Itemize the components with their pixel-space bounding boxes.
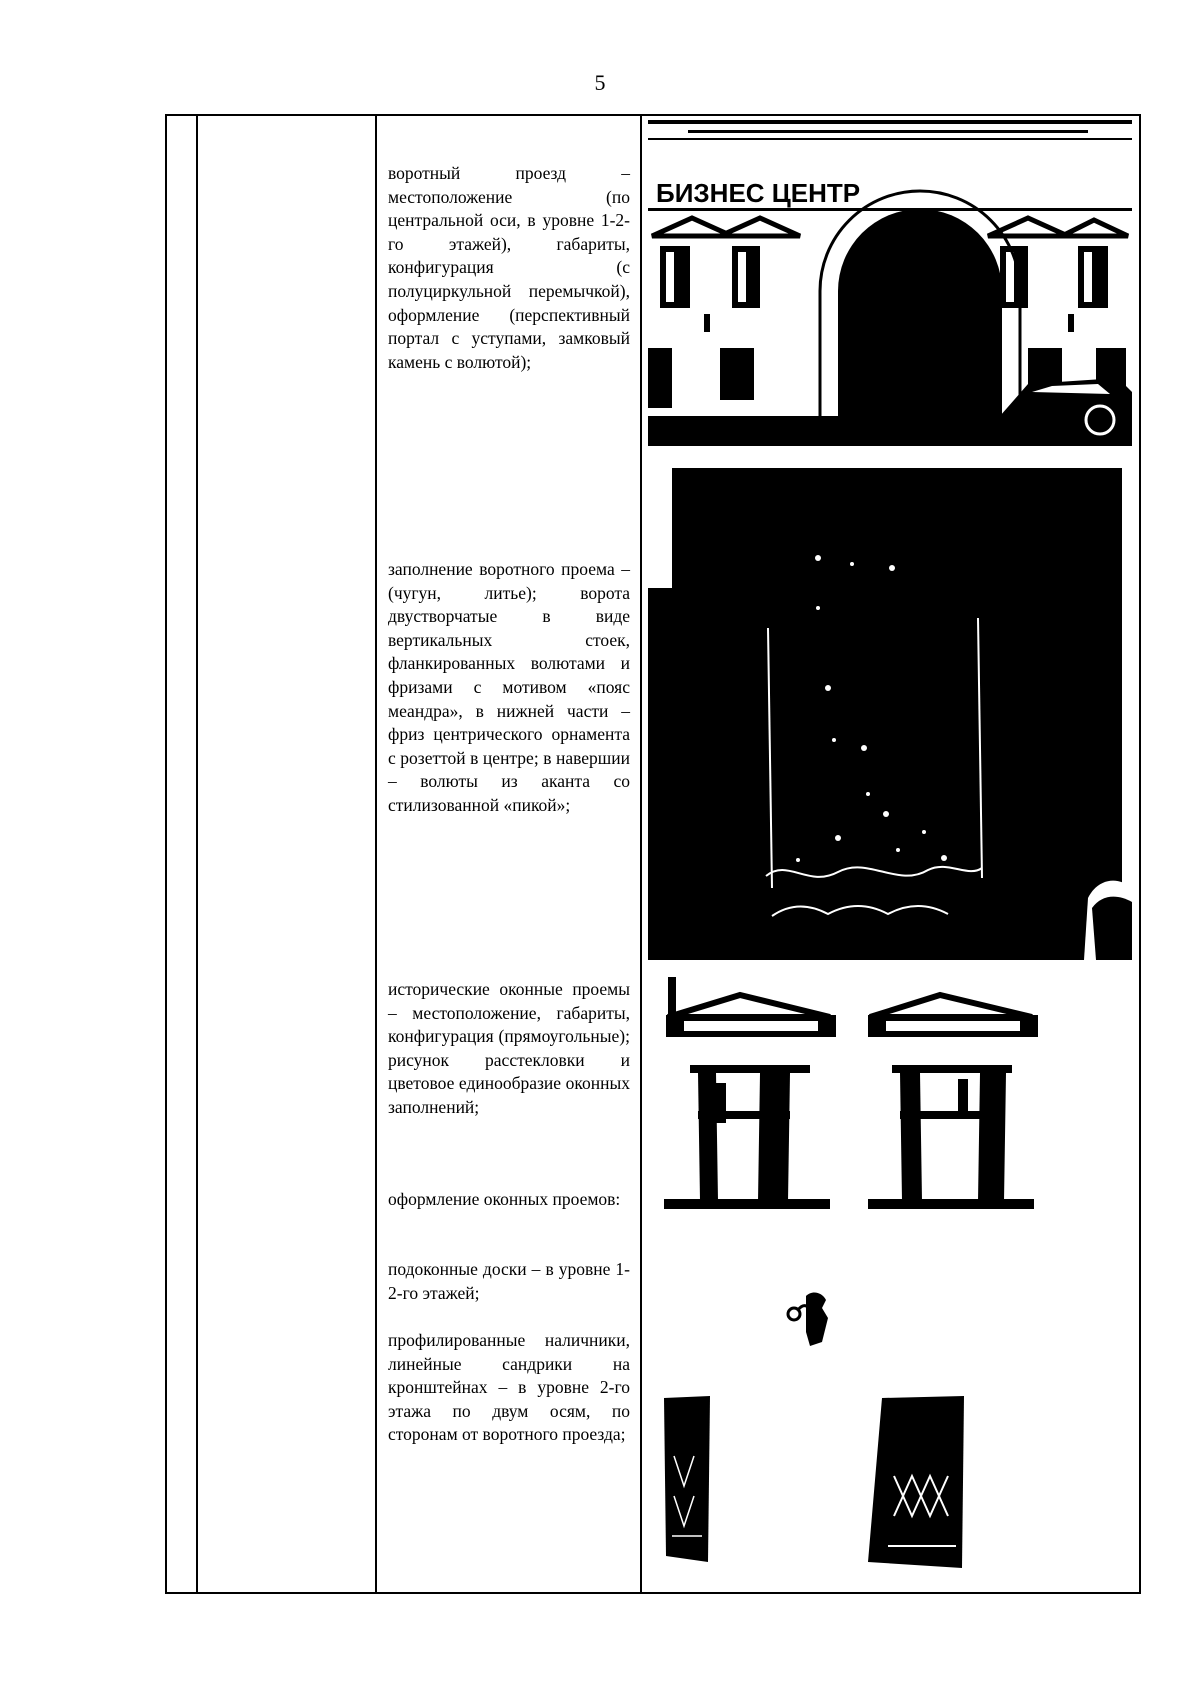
window-surrounds-description: профилированные наличники, линейные сандрики на кронштейнах – в уровне 2-го этажа по двум осям, по сторонам от воротного проезда; [388, 1330, 630, 1445]
column-divider [640, 114, 642, 1594]
window-surrounds-photo [660, 975, 1060, 1235]
window-openings-description: исторические оконные проемы – местоположение, габариты, конфигурация (прямоугольные); рисунок расстекловки и цветовое единообразие оконных заполнений; [388, 979, 630, 1117]
lower-windows-photo [662, 1396, 1062, 1576]
bracket-photo [782, 1290, 842, 1360]
facade-gate-photo [648, 116, 1132, 446]
cast-iron-gate-photo [648, 468, 1132, 960]
column-divider [196, 114, 198, 1594]
window-decoration-heading: оформление оконных проемов: [388, 1189, 621, 1209]
column-divider [375, 114, 377, 1594]
gate-passage-description: воротный проезд – местоположение (по центральной оси, в уровне 1-2-го этажей), габариты, конфигурация (с полуциркульной перемычкой), оформление (перспективный портал с уступами, замковый камень с волютой); [388, 163, 630, 372]
window-sills-description: подоконные доски – в уровне 1-2-го этажей; [388, 1259, 630, 1303]
sign-text: БИЗНЕС ЦЕНТР [656, 178, 861, 208]
page-number: 5 [594, 70, 606, 95]
gate-filling-description: заполнение воротного проема – (чугун, литье); ворота двустворчатые в виде вертикальных стоек, фланкированных волютами и фризами с мотивом «пояс меандра», в нижней части – фриз центрического орнамента с розеттой в центре; в навершии – волюты из аканта со стилизованной «пикой»; [388, 559, 630, 815]
